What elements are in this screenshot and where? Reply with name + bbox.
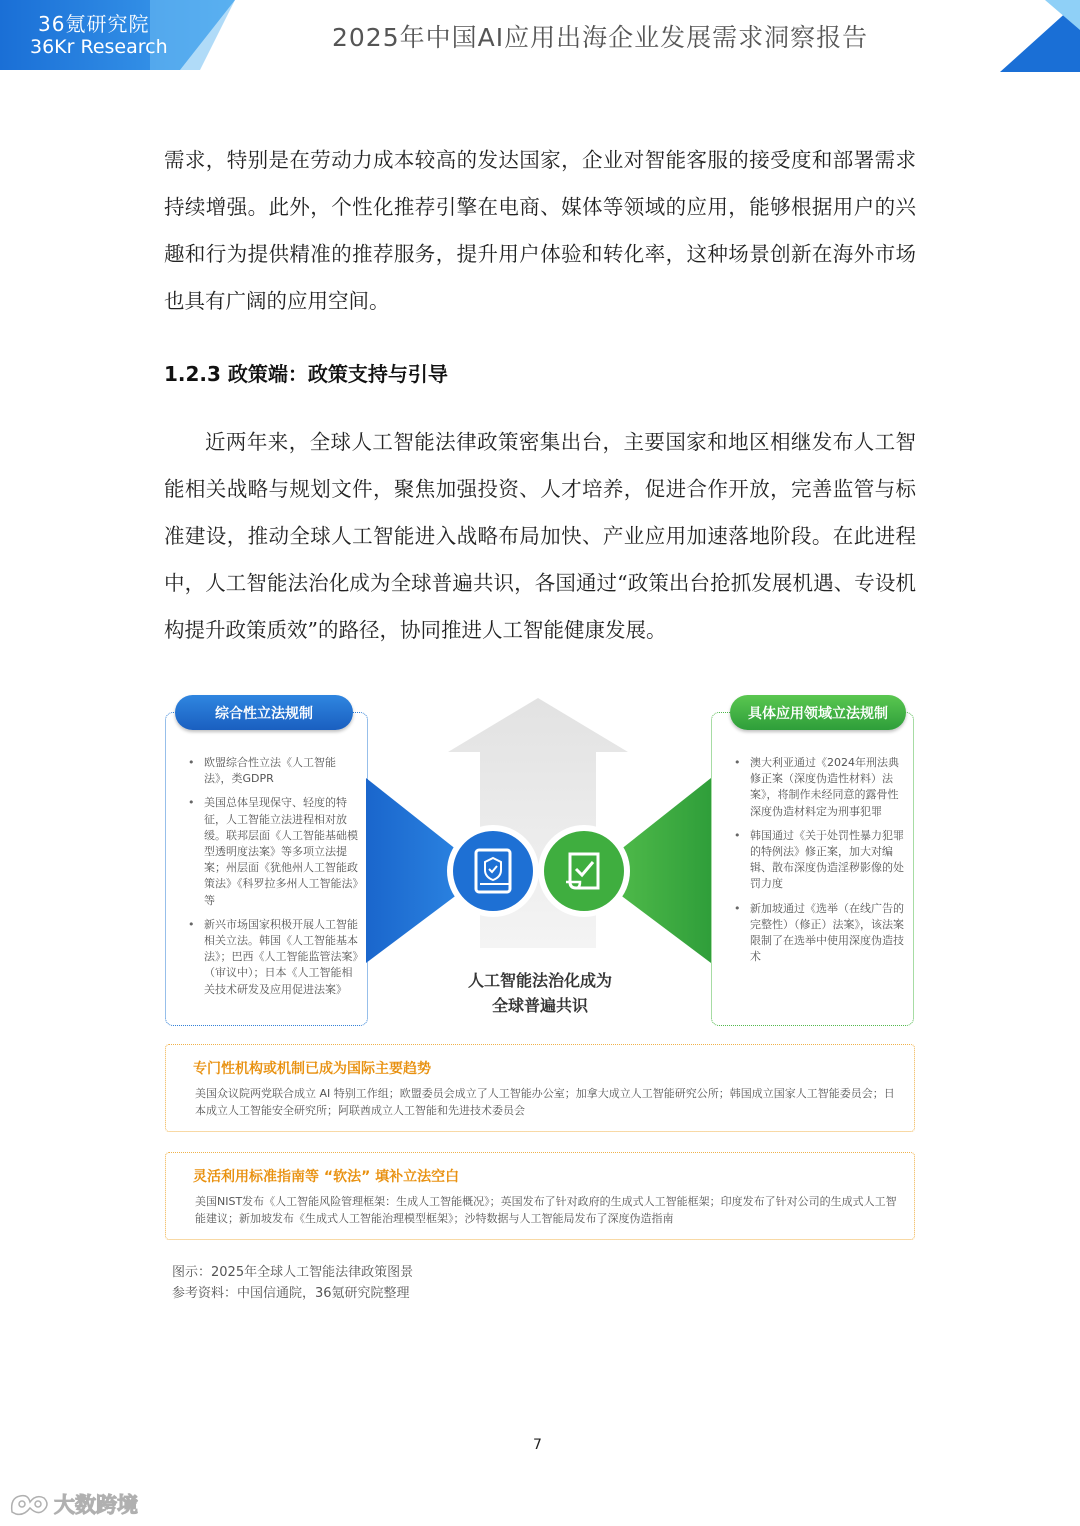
center-consensus-label [410,968,670,1018]
caption-title: 图示：2025年全球人工智能法律政策图景 [172,1265,414,1280]
law-book-icon [447,825,539,917]
page-number: 7 [533,1437,542,1453]
specialized-institutions-band [165,1044,915,1132]
list-item: • 新兴市场国家积极开展人工智能相关立法。韩国《人工智能基本法》；巴西《人工智能监管法案》（审议中）；日本《人工智能相关技术研发及应用促进法案》 [180,917,358,998]
policy-paragraph: 近两年来，全球人工智能法律政策密集出台，主要国家和地区相继发布人工智能相关战略与规划文件，聚焦加强投资、人才培养，促进合作开放，完善监管与标准建设，推动全球人工智能进入战略布局加快、产业应用加速落地阶段。在此进程中，人工智能法治化成为全球普遍共识，各国通过“政策出台抢抓发展机遇、专设机构提升政策质效”的路径，协同推进人工智能健康发展。 [164,430,916,642]
list-item: • 新加坡通过《选举（在线广告的完整性）（修正）法案》，该法案限制了在选举中使用深度伪造技术 [726,901,904,966]
list-item: • 美国总体呈现保守、轻度的特征，人工智能立法进程相对放缓。联邦层面《人工智能基础模型透明度法案》等多项立法提案；州层面《犹他州人工智能政策法》《科罗拉多州人工智能法》等 [180,795,358,908]
document-check-icon [538,825,630,917]
band-title: 专门性机构或机制已成为国际主要趋势 [193,1061,431,1077]
comprehensive-legislation-list [180,755,358,1006]
comprehensive-legislation-box [165,712,368,1026]
specific-domain-legislation-list [726,755,904,973]
soft-law-band [165,1152,915,1240]
watermark [8,1489,138,1519]
specific-domain-legislation-title: 具体应用领域立法规制 [730,695,906,730]
band-title: 灵活利用标准指南等 “软法” 填补立法空白 [193,1169,460,1185]
center-label-line2: 全球普遍共识 [491,996,588,1015]
report-title: 2025年中国AI应用出海企业发展需求洞察报告 [332,23,869,52]
corner-decoration [1000,0,1080,72]
list-item: • 欧盟综合性立法《人工智能法》，类GDPR [180,755,358,787]
watermark-text: 大数跨境 [54,1493,138,1517]
band-text: 美国NIST发布《人工智能风险管理框架：生成人工智能概况》；英国发布了针对政府的生成式人工智能框架；印度发布了针对公司的生成式人工智能建议；新加坡发布《生成式人工智能治理模型框架》；沙特数据与人工智能局发布了深度伪造指南 [195,1195,897,1225]
list-item: • 韩国通过《关于处罚性暴力犯罪的特例法》修正案，加大对编辑、散布深度伪造淫秽影像的处罚力度 [726,828,904,893]
watermark-logo-icon [8,1490,50,1518]
list-item: • 澳大利亚通过《2024年刑法典修正案（深度伪造性材料）法案》，将制作未经同意的露骨性深度伪造材料定为刑事犯罪 [726,755,904,820]
logo-chinese: 36氪研究院 [38,12,150,36]
band-text: 美国众议院两党联合成立 AI 特别工作组；欧盟委员会成立了人工智能办公室；加拿大成立人工智能研究公所；韩国成立国家人工智能委员会；日本成立人工智能安全研究所；阿联酋成立人工智能和先进技术委员会 [195,1087,895,1117]
comprehensive-legislation-title: 综合性立法规制 [175,695,353,730]
center-label-line1: 人工智能法治化成为 [467,971,612,990]
intro-paragraph: 需求，特别是在劳动力成本较高的发达国家，企业对智能客服的接受度和部署需求持续增强。此外，个性化推荐引擎在电商、媒体等领域的应用，能够根据用户的兴趣和行为提供精准的推荐服务，提升用户体验和转化率，这种场景创新在海外市场也具有广阔的应用空间。 [164,148,916,313]
page-header [0,0,1080,72]
logo-english: 36Kr Research [30,36,168,58]
section-heading: 1.2.3 政策端：政策支持与引导 [164,362,448,386]
policy-landscape-figure [160,690,920,1250]
specific-domain-legislation-box [711,712,914,1026]
caption-source: 参考资料：中国信通院，36氪研究院整理 [172,1286,410,1301]
figure-caption [172,1262,413,1304]
